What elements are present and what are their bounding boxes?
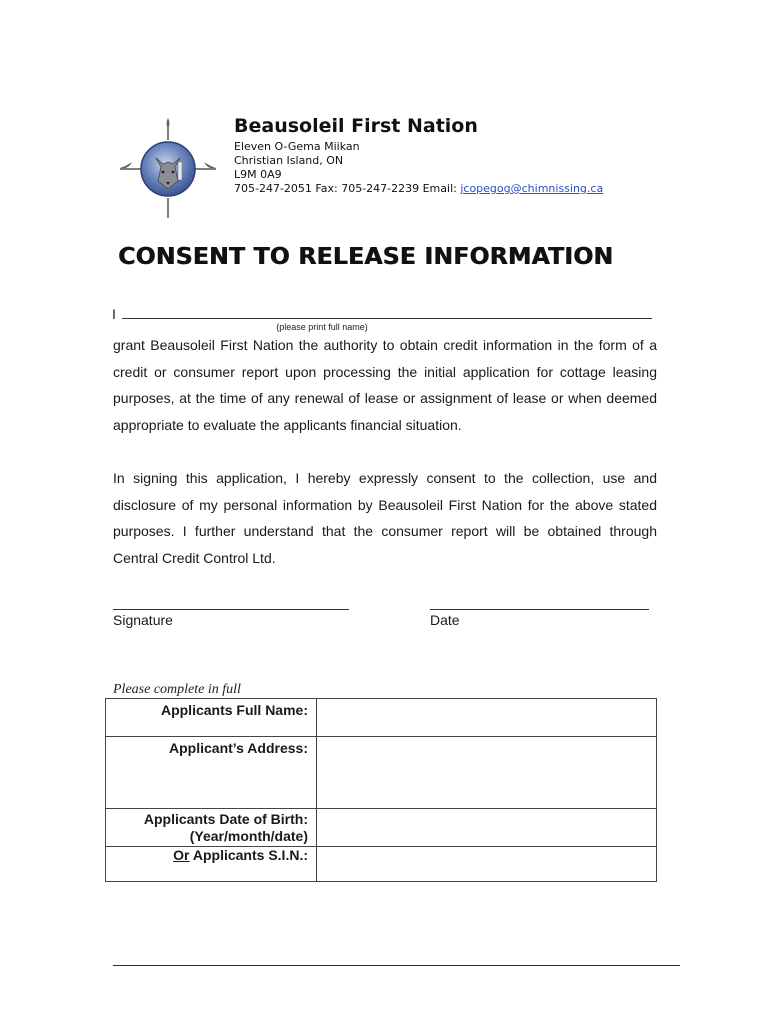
signature-label: Signature	[113, 612, 173, 628]
contact-line	[234, 182, 603, 196]
dob-label: Applicants Date of Birth:	[143, 811, 308, 827]
full-name-input[interactable]	[318, 700, 655, 735]
name-prefix: I	[112, 306, 116, 322]
row-divider	[105, 808, 657, 809]
authority-paragraph: grant Beausoleil First Nation the authority to obtain credit information in the form of a credit or consumer report upon processing the initial application for cottage leasing purposes, at the time of any renewal of lease or assignment of lease or when deemed appropriate to evaluate the applicants financial situation.	[113, 337, 657, 433]
full-name-label: Applicants Full Name:	[160, 702, 308, 718]
address-line-3: L9M 0A9	[234, 168, 282, 181]
dob-format-label: (Year/month/date)	[189, 828, 308, 844]
footer-divider	[113, 965, 680, 966]
dob-input[interactable]	[318, 810, 655, 845]
document-title: CONSENT TO RELEASE INFORMATION	[118, 242, 614, 270]
sin-or-text: Or	[173, 847, 190, 863]
date-line[interactable]	[430, 609, 649, 610]
full-name-line[interactable]	[122, 318, 652, 319]
wolf-medicine-wheel-logo-icon	[118, 114, 218, 222]
address-label: Applicant’s Address:	[169, 740, 308, 756]
address-input[interactable]	[318, 738, 655, 807]
signature-line[interactable]	[113, 609, 349, 610]
date-label: Date	[430, 612, 460, 628]
row-divider	[105, 736, 657, 737]
consent-paragraph: In signing this application, I hereby expressly consent to the collection, use and disclosure of my personal information by Beausoleil First Nation for the above stated purposes. I further understand that the consumer report will be obtained through Central Credit Control Ltd.	[113, 470, 657, 566]
name-caption: (please print full name)	[276, 322, 368, 332]
sin-label	[173, 847, 308, 864]
column-divider	[316, 698, 317, 882]
address-line-1: Eleven O-Gema Miikan	[234, 140, 360, 153]
email-link[interactable]: jcopegog@chimnissing.ca	[460, 182, 604, 195]
complete-note: Please complete in full	[113, 682, 241, 697]
phone-fax-text: 705-247-2051 Fax: 705-247-2239 Email:	[234, 182, 461, 195]
sin-label-text: Applicants S.I.N.:	[189, 847, 308, 863]
address-line-2: Christian Island, ON	[234, 154, 344, 167]
organization-name: Beausoleil First Nation	[234, 115, 478, 137]
sin-input[interactable]	[318, 848, 655, 881]
